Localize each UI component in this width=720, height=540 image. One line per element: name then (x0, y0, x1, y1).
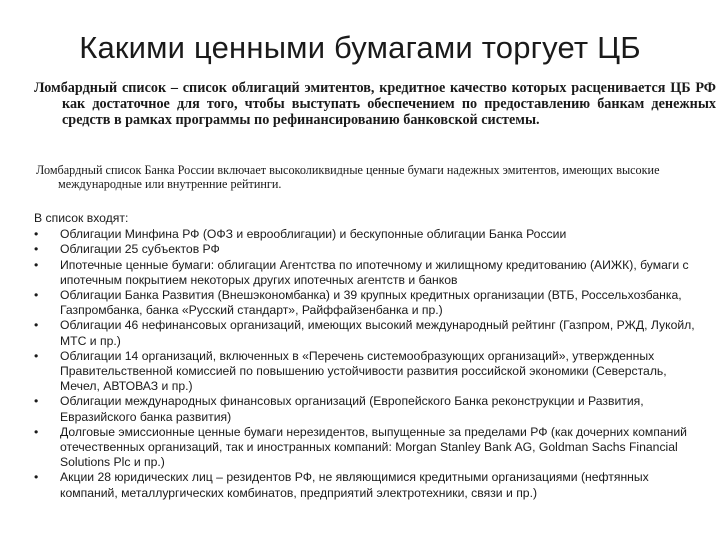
list-item (34, 227, 700, 242)
list-item (34, 318, 700, 348)
list-item-text: Облигации 14 организаций, включенных в «Перечень системообразующих организаций», утвержденных Правительственной комиссией по повышению устойчивости развития российской экономики (Северсталь, Мечел, АВТОВАЗ и пр.) (60, 348, 667, 394)
list-item (34, 288, 700, 318)
bullet-icon: • (34, 318, 39, 333)
list-item (34, 394, 700, 424)
list-item-text: Облигации Минфина РФ (ОФЗ и еврооблигации) и бескупонные облигации Банка России (60, 227, 567, 242)
list-intro: В список входят: (34, 211, 129, 225)
list-item-text: Ипотечные ценные бумаги: облигации Агентства по ипотечному и жилищному кредитованию (АИЖК), бумаги с ипотечным покрытием некоторых других ипотечных агентств и банков (60, 257, 689, 287)
bullet-icon: • (34, 394, 39, 409)
list-item-text: Долговые эмиссионные ценные бумаги нерезидентов, выпущенные за пределами РФ (как дочерних компаний отечественных организаций, так и иностранных компаний: Morgan Stanley Bank AG, Goldman Sachs Financial Solutions Plc и пр.) (60, 424, 687, 470)
bullet-icon: • (34, 257, 39, 272)
list-item (34, 470, 700, 500)
list-item-text: Облигации международных финансовых организаций (Европейского Банка реконструкции и Развития, Евразийского банка развития) (60, 394, 644, 424)
bullet-icon: • (34, 288, 39, 303)
lombard-definition: Ломбардный список – список облигаций эмитентов, кредитное качество которых расценивается ЦБ РФ как достаточное для того, чтобы выступать обеспечением по предоставлению банкам денежных средств в рамках программы по рефинансированию банковской системы. (34, 80, 716, 128)
slide-title: Какими ценными бумагами торгует ЦБ (79, 30, 641, 65)
list-item (34, 349, 700, 395)
list-item-text: Облигации Банка Развития (Внешэкономбанка) и 39 крупных кредитных организации (ВТБ, Россельхозбанка, Газпромбанка, банка «Русский стандарт», Райффайзенбанка и пр.) (60, 288, 682, 318)
list-item-text: Облигации 46 нефинансовых организаций, имеющих высокий международный рейтинг (Газпром, РЖД, Лукойл, МТС и пр.) (60, 318, 695, 348)
list-item-text: Акции 28 юридических лиц – резидентов РФ, не являющимися кредитными организациями (нефтянных компаний, металлургических комбинатов, предприятий электротехники, связи и пр.) (60, 470, 649, 500)
bullet-icon: • (34, 470, 39, 485)
securities-list (34, 211, 700, 501)
list-item (34, 425, 700, 471)
bullet-icon: • (34, 424, 39, 439)
lombard-note: Ломбардный список Банка России включает высоколиквидные ценные бумаги надежных эмитентов, имеющих высокие международные или внутренние рейтинги. (36, 163, 660, 191)
bullet-icon: • (34, 348, 39, 363)
bullet-icon: • (34, 227, 39, 242)
list-item-text: Облигации 25 субъектов РФ (60, 242, 220, 257)
list-item (34, 242, 700, 257)
bullet-list (34, 227, 700, 501)
list-item (34, 258, 700, 288)
bullet-icon: • (34, 242, 39, 257)
